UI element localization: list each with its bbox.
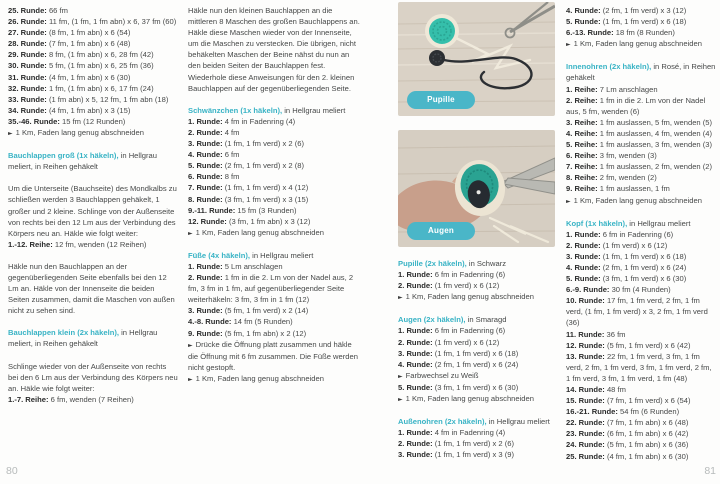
pattern-line: [398, 337, 555, 348]
arrow-bullet-icon: ►: [566, 197, 571, 205]
round-label: 25. Runde:: [8, 6, 47, 15]
left-page-column-2: [188, 5, 360, 385]
heading-title: Außenohren (2x häkeln),: [398, 417, 487, 427]
round-text: (4 fm, 1 fm abn) x 6 (30): [46, 72, 131, 82]
round-label: 5. Runde:: [188, 161, 223, 171]
round-text: 48 fm: [604, 385, 626, 394]
round-label: 5. Runde:: [398, 382, 433, 392]
arrow-bullet-icon: ►: [188, 341, 193, 349]
note-text: 1 Km, Faden lang genug abschneiden: [573, 195, 702, 205]
round-text: (1 fm, 1 fm verd) x 6 (18): [432, 348, 519, 358]
round-label: 10. Runde:: [566, 296, 605, 306]
pattern-line: [8, 16, 178, 27]
note-text: 1 Km, Faden lang genug abschneiden: [405, 292, 534, 302]
arrow-bullet-icon: ►: [8, 130, 13, 138]
heading-title: Pupille (2x häkeln),: [398, 259, 467, 268]
round-text: 66 fm: [46, 6, 68, 15]
pattern-line: [398, 382, 555, 393]
pattern-line: [188, 194, 360, 205]
round-label: 2. Runde:: [188, 273, 223, 283]
round-label: 7. Runde:: [188, 183, 223, 193]
round-label: 35.-46. Runde:: [8, 116, 60, 126]
photo-augen: [398, 130, 555, 247]
round-label: 2. Runde:: [398, 337, 433, 347]
round-label: 5. Reihe:: [566, 140, 598, 150]
round-label: 1.-7. Reihe:: [8, 394, 49, 404]
pattern-line: [188, 116, 360, 127]
round-label: 3. Runde:: [188, 139, 223, 149]
round-text: 8 fm, (1 fm abn) x 6, 28 fm (42): [46, 50, 154, 60]
round-text: 17 fm, 1 fm verd, 2 fm, 1 fm verd, (1 fm, 1 fm verd) x 3, 2 fm, 1 fm verd (36): [566, 296, 708, 328]
pattern-line: [566, 5, 717, 16]
pattern-line: [566, 150, 717, 161]
arrow-bullet-icon: ►: [188, 375, 193, 383]
round-text: (1 fm verd) x 6 (12): [432, 281, 500, 291]
round-label: 2. Runde:: [398, 281, 433, 291]
pattern-line: [8, 83, 178, 94]
round-label: 6.-13. Runde:: [566, 28, 614, 38]
round-label: 1. Runde:: [188, 116, 223, 126]
pattern-line: [398, 438, 555, 449]
round-label: 4. Runde:: [398, 359, 433, 369]
round-text: (1 fm abn) x 5, 12 fm, 1 fm abn (18): [46, 94, 169, 104]
round-text: 54 fm (6 Runden): [617, 407, 680, 417]
note-text: 1 Km, Faden lang genug abschneiden: [573, 39, 702, 49]
round-label: 32. Runde:: [8, 83, 47, 93]
round-text: 1 fm auslassen, 5 fm, wenden (5): [597, 117, 713, 127]
round-text: 3 fm, wenden (3): [597, 151, 657, 161]
round-text: 22 fm, 1 fm verd, 3 fm, 1 fm verd, 2 fm, 1 fm verd, 3 fm, 1 fm verd, 2 fm, 1 fm verd, 3 fm, 1 fm verd, 1 fm (48): [566, 351, 712, 383]
photo-caption-pill: Pupille: [407, 91, 475, 109]
round-label: 2. Runde:: [566, 240, 601, 250]
heading-subtitle: in Smaragd: [465, 315, 507, 325]
pattern-line: [566, 295, 717, 328]
pattern-line: [398, 348, 555, 359]
pattern-line: [566, 95, 717, 117]
round-text: (3 fm, 1 fm abn) x 3 (12): [226, 216, 311, 226]
pattern-line: [8, 72, 178, 83]
round-text: 6 fm, wenden (7 Reihen): [48, 394, 134, 404]
note-text: 1 Km, Faden lang genug abschneiden: [15, 128, 144, 138]
instruction-note: [398, 370, 555, 382]
round-text: (4 fm, 1 fm abn) x 3 (15): [46, 105, 131, 115]
instruction-note: [566, 38, 717, 50]
pattern-line: [8, 49, 178, 60]
note-text: 1 Km, Faden lang genug abschneiden: [405, 394, 534, 404]
round-label: 4. Runde:: [188, 150, 223, 160]
round-text: 1 fm auslassen, 1 fm: [597, 184, 670, 194]
round-label: 2. Runde:: [398, 439, 433, 449]
pattern-line: [566, 406, 717, 417]
pattern-line: [566, 451, 717, 462]
pattern-line: [566, 27, 717, 38]
pattern-line: [8, 94, 178, 105]
pattern-line: [566, 284, 717, 295]
heading-subtitle: in Rosé, in Reihen gehäkelt: [566, 62, 716, 83]
round-label: 1. Reihe:: [566, 84, 598, 94]
round-label: 5. Runde:: [566, 17, 601, 27]
heading-subtitle: in Hellgrau meliert: [486, 417, 550, 427]
pattern-line: [566, 417, 717, 428]
round-text: (5 fm, 1 fm verd) x 2 (14): [222, 306, 309, 316]
round-label: 1. Runde:: [398, 326, 433, 336]
note-text: Drücke die Öffnung platt zusammen und häkle die Öffnung mit 6 fm zusammen. Die Füße werden nicht gestopft.: [188, 339, 358, 372]
round-text: 2 fm, wenden (2): [597, 173, 657, 183]
pattern-line: [188, 182, 360, 193]
pattern-line: [188, 261, 360, 272]
page-number: 81: [704, 465, 716, 477]
round-label: 1. Runde:: [566, 229, 601, 239]
section-heading: [398, 416, 555, 427]
pattern-line: [188, 160, 360, 171]
round-text: 14 fm (5 Runden): [231, 317, 293, 327]
arrow-bullet-icon: ►: [398, 396, 403, 404]
round-text: (8 fm, 1 fm abn) x 6 (54): [46, 28, 131, 38]
round-label: 7. Reihe:: [566, 162, 598, 172]
arrow-bullet-icon: ►: [566, 41, 571, 49]
pattern-line: [566, 139, 717, 150]
paragraph: Schlinge wieder von der Außenseite von rechts bei den 6 Lm aus der Verbindung des Körpers neu an. Häkle wie folgt weiter:: [8, 361, 178, 393]
pattern-line: [566, 84, 717, 95]
paragraph: Um die Unterseite (Bauchseite) des Mondkalbs zu schließen werden 3 Bauchlappen gehäkelt, 1 großer und 2 kleine. Schlinge von der Außenseite von rechts bei den 12 Lm aus der Verbindung des Körpers neu an. Häkle wie folgt weiter:: [8, 184, 177, 238]
round-label: 29. Runde:: [8, 50, 47, 60]
pattern-line: [398, 325, 555, 336]
pattern-line: [188, 328, 360, 339]
note-text: 1 Km, Faden lang genug abschneiden: [195, 227, 324, 237]
section-heading: [8, 327, 178, 349]
paragraph: Häkle nun den kleinen Bauchlappen an die mittleren 8 Maschen des großen Bauchlappens an. Häkle diese Maschen wieder von der Innenseite, um die Maschen zu verstecken. Die übrigen, nicht behäkelten Maschen der Beine nähst du nun an den beiden Seiten der Bauchlappen fest. Wiederhole diese Anweisungen für den 2. kleinen Bauchlappen auf der gegenüberliegenden Seite.: [188, 6, 360, 93]
round-text: 7 Lm anschlagen: [597, 84, 658, 94]
round-text: (1 fm, 1 fm verd) x 2 (6): [222, 139, 305, 149]
heading-subtitle: in Hellgrau meliert: [250, 250, 314, 260]
note-text: 1 Km, Faden lang genug abschneiden: [195, 373, 324, 383]
pattern-line: [566, 172, 717, 183]
round-text: (1 fm, 1 fm verd) x 3 (9): [432, 450, 515, 460]
pattern-line: [566, 161, 717, 172]
pattern-line: [188, 138, 360, 149]
round-label: 6. Reihe:: [566, 151, 598, 161]
round-text: (2 fm, 1 fm verd) x 6 (24): [600, 262, 687, 272]
pattern-line: [8, 239, 178, 250]
round-label: 4. Runde:: [566, 6, 601, 15]
round-label: 2. Runde:: [188, 127, 223, 137]
round-text: (4 fm, 1 fm abn) x 6 (30): [604, 451, 689, 461]
pattern-line: [188, 272, 360, 305]
round-text: (1 fm, 1 fm verd) x 6 (18): [600, 251, 687, 261]
heading-subtitle: in Hellgrau meliert: [627, 218, 691, 228]
round-text: 30 fm (4 Runden): [609, 285, 671, 295]
round-label: 26. Runde:: [8, 17, 47, 27]
instruction-note: [566, 195, 717, 207]
section-heading: [188, 105, 360, 116]
pattern-line: [566, 428, 717, 439]
round-label: 1.-12. Reihe:: [8, 239, 53, 249]
round-text: (7 fm, 1 fm abn) x 6 (48): [46, 39, 131, 49]
heading-title: Bauchlappen klein (2x häkeln),: [8, 328, 119, 338]
round-label: 23. Runde:: [566, 429, 605, 439]
round-text: 36 fm: [604, 329, 626, 339]
round-text: 6 fm in Fadenring (6): [432, 270, 506, 280]
pattern-line: [566, 117, 717, 128]
round-text: (1 fm, 1 fm verd) x 4 (12): [222, 183, 309, 193]
right-page-column-1: [398, 2, 555, 461]
pattern-line: [566, 384, 717, 395]
round-text: (3 fm, 1 fm verd) x 6 (30): [432, 382, 519, 392]
round-text: (1 fm verd) x 6 (12): [600, 240, 668, 250]
left-page-column-1: [8, 5, 178, 405]
round-label: 28. Runde:: [8, 39, 47, 49]
round-label: 16.-21. Runde:: [566, 407, 618, 417]
round-label: 1. Runde:: [398, 270, 433, 280]
pattern-line: [566, 329, 717, 340]
pattern-line: [188, 127, 360, 138]
section-heading: [566, 218, 717, 229]
page-number: 80: [6, 465, 18, 477]
round-label: 1. Runde:: [188, 261, 223, 271]
pattern-line: [566, 128, 717, 139]
pattern-line: [8, 105, 178, 116]
pattern-line: [566, 439, 717, 450]
round-text: (5 fm, 1 fm abn) x 6 (36): [604, 440, 689, 450]
heading-subtitle: in Hellgrau meliert, in Reihen gehäkelt: [8, 151, 157, 172]
instruction-note: [398, 291, 555, 303]
arrow-bullet-icon: ►: [398, 294, 403, 302]
instruction-note: [188, 373, 360, 385]
section-heading: [8, 150, 178, 172]
round-text: 6 fm: [222, 150, 240, 160]
arrow-bullet-icon: ►: [398, 372, 403, 380]
pattern-line: [8, 5, 178, 16]
round-label: 8. Reihe:: [566, 173, 598, 183]
pattern-line: [188, 171, 360, 182]
round-text: 6 fm in Fadenring (6): [600, 229, 674, 239]
round-label: 22. Runde:: [566, 418, 605, 428]
round-label: 8. Runde:: [188, 194, 223, 204]
round-text: 4 fm in Fadenring (4): [432, 428, 506, 438]
round-label: 4.-8. Runde:: [188, 317, 232, 327]
heading-title: Innenohren (2x häkeln),: [566, 62, 652, 72]
heading-title: Kopf (1x häkeln),: [566, 218, 628, 228]
note-text: Farbwechsel zu Weiß: [405, 370, 479, 380]
round-text: 1 fm in die 2. Lm von der Nadel aus, 2 fm, 3 fm in 1 fm, auf gegenüberliegender Seite weiterhäkeln: 3 fm, 3 fm in 1 fm (12): [188, 273, 354, 305]
pattern-line: [566, 395, 717, 406]
pattern-line: [398, 269, 555, 280]
round-label: 6. Runde:: [188, 172, 223, 182]
round-label: 3. Runde:: [188, 306, 223, 316]
round-text: 4 fm in Fadenring (4): [222, 116, 296, 126]
round-text: (5 fm, 1 fm verd) x 6 (42): [604, 340, 691, 350]
pattern-line: [398, 359, 555, 370]
pattern-line: [8, 116, 178, 127]
round-text: 15 fm (3 Runden): [235, 205, 297, 215]
round-label: 3. Runde:: [398, 450, 433, 460]
heading-title: Augen (2x häkeln),: [398, 315, 466, 325]
instruction-note: [188, 339, 360, 373]
heading-subtitle: in Schwarz: [466, 259, 507, 268]
round-label: 30. Runde:: [8, 61, 47, 71]
round-text: (1 fm verd) x 6 (12): [432, 337, 500, 347]
paragraph: Häkle nun den Bauchlappen an der gegenüberliegenden Seite ebenfalls bei den 12 Lm an. Häkle von der Innenseite die beiden Seiten zusammen, damit die Maschen von außen nicht zu sehen sind.: [8, 261, 175, 316]
round-label: 25. Runde:: [566, 451, 605, 461]
instruction-note: [398, 393, 555, 405]
section-heading: [398, 258, 555, 269]
round-label: 6.-9. Runde:: [566, 285, 610, 295]
round-text: (7 fm, 1 fm abn) x 6 (48): [604, 418, 689, 428]
round-label: 24. Runde:: [566, 440, 605, 450]
heading-title: Bauchlappen groß (1x häkeln),: [8, 151, 119, 161]
round-text: 4 fm: [222, 127, 240, 137]
pattern-line: [188, 205, 360, 216]
pattern-line: [188, 149, 360, 160]
photo-caption-pill: Augen: [407, 222, 475, 240]
pattern-line: [188, 216, 360, 227]
right-page-column-2: [566, 5, 717, 462]
round-label: 5. Runde:: [566, 274, 601, 284]
heading-title: Füße (4x häkeln),: [188, 250, 251, 260]
section-heading: [398, 314, 555, 325]
heading-subtitle: in Hellgrau meliert, in Reihen gehäkelt: [8, 328, 158, 349]
instruction-note: [8, 127, 178, 139]
round-label: 9.-11. Runde:: [188, 205, 236, 215]
pattern-line: [398, 449, 555, 460]
round-text: (2 fm, 1 fm verd) x 2 (8): [222, 161, 305, 171]
round-text: 11 fm, (1 fm, 1 fm abn) x 6, 37 fm (60): [46, 17, 177, 27]
round-label: 13. Runde:: [566, 351, 605, 361]
section-heading: [566, 61, 717, 83]
round-text: 5 fm, (1 fm abn) x 6, 25 fm (36): [46, 61, 154, 71]
pattern-line: [566, 251, 717, 262]
round-text: (6 fm, 1 fm abn) x 6 (42): [604, 429, 689, 439]
round-text: (3 fm, 1 fm verd) x 6 (30): [600, 274, 687, 284]
pattern-line: [8, 27, 178, 38]
round-label: 3. Runde:: [566, 251, 601, 261]
round-label: 14. Runde:: [566, 385, 605, 394]
pattern-line: [398, 427, 555, 438]
round-text: 1 fm auslassen, 3 fm, wenden (3): [597, 140, 713, 150]
pattern-line: [566, 262, 717, 273]
round-text: 1 fm auslassen, 4 fm, wenden (4): [597, 128, 713, 138]
round-label: 15. Runde:: [566, 396, 605, 406]
pattern-line: [398, 280, 555, 291]
pattern-line: [566, 240, 717, 251]
round-label: 9. Reihe:: [566, 184, 598, 194]
arrow-bullet-icon: ►: [188, 229, 193, 237]
round-label: 9. Runde:: [188, 328, 223, 338]
round-label: 4. Runde:: [566, 262, 601, 272]
pattern-line: [188, 316, 360, 327]
round-label: 12. Runde:: [188, 216, 227, 226]
round-text: 15 fm (12 Runden): [59, 116, 126, 126]
round-label: 1. Runde:: [398, 428, 433, 438]
round-text: (3 fm, 1 fm verd) x 3 (15): [222, 194, 309, 204]
pattern-line: [8, 394, 178, 405]
round-text: 8 fm: [222, 172, 240, 182]
round-text: (5 fm, 1 fm abn) x 2 (12): [222, 328, 307, 338]
section-heading: [188, 250, 360, 261]
heading-title: Schwänzchen (1x häkeln),: [188, 105, 283, 115]
round-label: 4. Reihe:: [566, 128, 598, 138]
round-label: 34. Runde:: [8, 105, 47, 115]
round-label: 12. Runde:: [566, 340, 605, 350]
round-text: 1 fm in die 2. Lm von der Nadel aus, 5 fm, wenden (6): [566, 95, 706, 116]
round-text: 12 fm, wenden (12 Reihen): [52, 239, 147, 249]
pattern-line: [566, 16, 717, 27]
round-text: 6 fm in Fadenring (6): [432, 326, 506, 336]
round-label: 31. Runde:: [8, 72, 47, 82]
round-label: 2. Reihe:: [566, 95, 598, 105]
round-label: 3. Runde:: [398, 348, 433, 358]
pattern-line: [566, 183, 717, 194]
round-text: (1 fm, 1 fm verd) x 6 (18): [600, 17, 687, 27]
round-text: 5 Lm anschlagen: [222, 261, 283, 271]
round-text: (2 fm, 1 fm verd) x 3 (12): [600, 6, 687, 15]
photo-pupille: [398, 2, 555, 116]
pattern-line: [8, 38, 178, 49]
round-text: (7 fm, 1 fm verd) x 6 (54): [604, 396, 691, 406]
round-text: (2 fm, 1 fm verd) x 6 (24): [432, 359, 519, 369]
pattern-line: [566, 273, 717, 284]
pattern-line: [8, 60, 178, 71]
round-label: 33. Runde:: [8, 94, 47, 104]
round-label: 11. Runde:: [566, 329, 605, 339]
round-text: 1 fm auslassen, 2 fm, wenden (2): [597, 162, 713, 172]
round-text: 18 fm (8 Runden): [613, 28, 675, 38]
pattern-line: [188, 305, 360, 316]
round-label: 3. Reihe:: [566, 117, 598, 127]
instruction-note: [188, 227, 360, 239]
pattern-line: [566, 351, 717, 384]
pattern-line: [566, 229, 717, 240]
pattern-line: [566, 340, 717, 351]
round-text: 1 fm, (1 fm abn) x 6, 17 fm (24): [46, 83, 154, 93]
round-label: 27. Runde:: [8, 28, 47, 38]
heading-subtitle: in Hellgrau meliert: [282, 105, 346, 115]
round-text: (1 fm, 1 fm verd) x 2 (6): [432, 439, 515, 449]
eye-crochet-piece: [425, 14, 459, 48]
